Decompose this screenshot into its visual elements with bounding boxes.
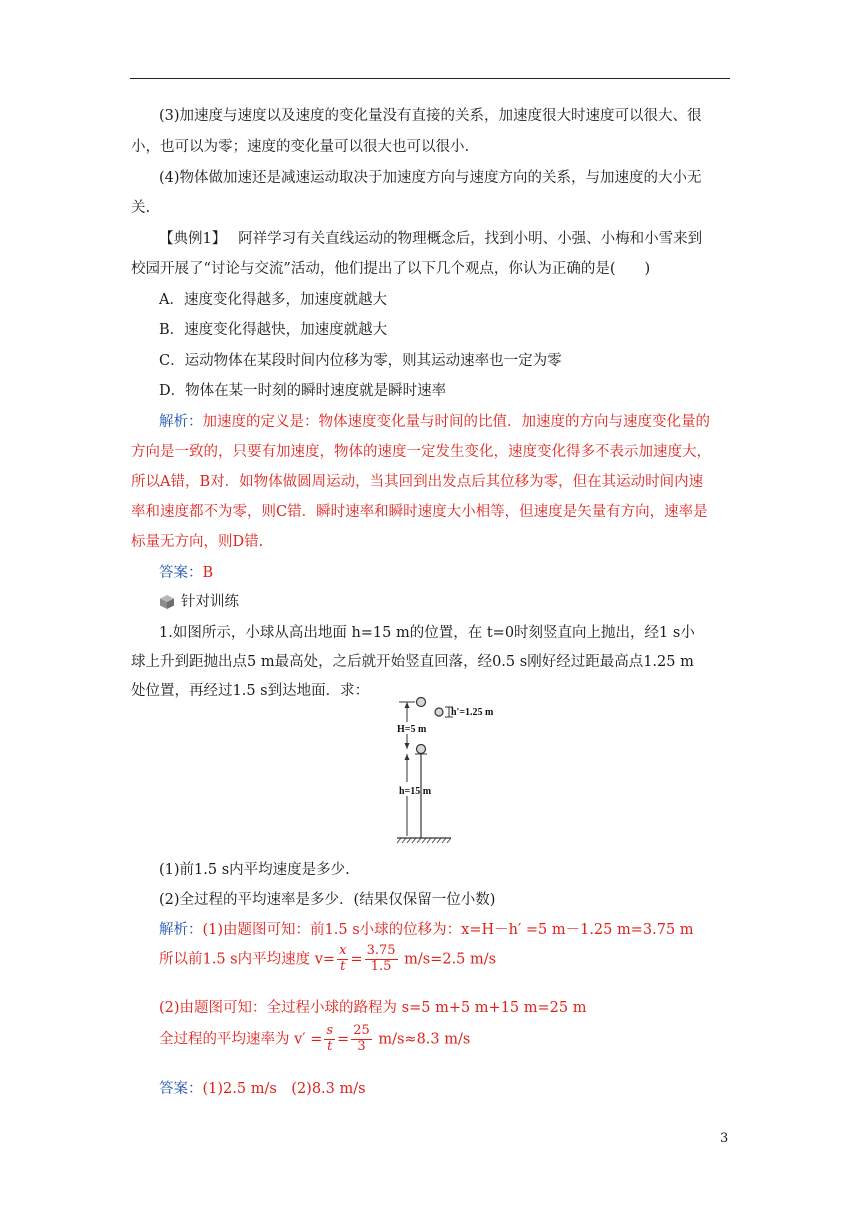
note-4-line1: (4)物体做加速还是减速运动取决于加速度方向与速度方向的关系，与加速度的大小无 bbox=[159, 170, 702, 186]
analysis-line2: 方向是一致的，只要有加速度，物体的速度一定发生变化，速度变化得多不表示加速度大， bbox=[131, 444, 711, 460]
analysis-line4: 率和速度都不为零，则C错．瞬时速率和瞬时速度大小相等，但速度是矢量有方向，速率是 bbox=[131, 504, 708, 520]
trajectory-figure bbox=[393, 690, 513, 846]
example-tag: 【典例1】 bbox=[159, 231, 219, 247]
option-a: A．速度变化得越多，加速度就越大 bbox=[159, 292, 387, 308]
option-b: B．速度变化得越快，加速度就越大 bbox=[159, 322, 388, 338]
option-d: D．物体在某一时刻的瞬时速度就是瞬时速率 bbox=[159, 383, 447, 399]
training-answer-value: (1)2.5 m/s (2)8.3 m/s bbox=[202, 1081, 366, 1097]
training-heading-text: 针对训练 bbox=[181, 594, 239, 610]
ball-top bbox=[417, 698, 426, 707]
example-stem-text: 阿祥学习有关直线运动的物理概念后，找到小明、小强、小梅和小雪来到 bbox=[238, 231, 703, 247]
ball-launch bbox=[417, 745, 426, 754]
analysis-line1 bbox=[159, 410, 710, 431]
note-3-line2: 小，也可以为零；速度的变化量可以很大也可以很小. bbox=[131, 139, 470, 155]
analysis-text: 加速度的定义是：物体速度变化量与时间的比值．加速度的方向与速度变化量的 bbox=[202, 414, 710, 430]
training-answer-label: 答案： bbox=[159, 1081, 203, 1097]
question-line2: 球上升到距抛出点5 m最高处，之后就开始竖直回落，经0.5 s刚好经过距最高点1.25 m bbox=[131, 654, 694, 670]
example-answer bbox=[159, 561, 213, 582]
solution-line1 bbox=[159, 918, 694, 939]
solution-line4: 全过程的平均速率为 v′ = $\frac{s}{t}$ = $\frac{25}{3}$ m/s≈8.3 m/s bbox=[159, 1023, 471, 1054]
solution-line3: (2)由题图可知：全过程小球的路程为 s=5 m+5 m+15 m=25 m bbox=[159, 1000, 587, 1016]
note-4-line2: 关. bbox=[131, 200, 151, 216]
answer-label: 答案： bbox=[159, 565, 203, 581]
solution-label: 解析： bbox=[159, 922, 203, 938]
cube-icon bbox=[159, 594, 175, 610]
fraction-s-over-t: $\frac{s}{t}$ bbox=[326, 1023, 334, 1054]
ground-hatch bbox=[397, 838, 451, 843]
analysis-line3: 所以A错，B对．如物体做圆周运动，当其回到出发点后其位移为零，但在其运动时间内速 bbox=[131, 474, 704, 490]
label-H: H=5 m bbox=[397, 724, 427, 735]
fraction-value-1: $\frac{3.75}{1.5}$ bbox=[366, 943, 396, 974]
sub-question-2: (2)全过程的平均速率是多少．(结果仅保留一位小数) bbox=[159, 892, 496, 908]
fraction-value-2: $\frac{25}{3}$ bbox=[353, 1023, 370, 1054]
training-answer bbox=[159, 1077, 366, 1098]
page-number: 3 bbox=[720, 1131, 729, 1146]
example-stem-line1 bbox=[159, 227, 702, 248]
label-h: h=15 m bbox=[399, 786, 432, 797]
header-rule bbox=[130, 78, 730, 79]
option-c: C．运动物体在某段时间内位移为零，则其运动速率也一定为零 bbox=[159, 353, 562, 369]
analysis-line5: 标量无方向，则D错. bbox=[131, 534, 264, 550]
training-heading bbox=[159, 590, 239, 611]
solution-line2: 所以前1.5 s内平均速度 v= $\frac{x}{t}$ = $\frac{3.75}{1.5}$ m/s=2.5 m/s bbox=[159, 943, 497, 974]
example-stem-line2: 校园开展了“讨论与交流”活动，他们提出了以下几个观点，你认为正确的是( ) bbox=[131, 261, 651, 277]
ball-mid bbox=[435, 708, 443, 716]
question-line1: 1.如图所示，小球从高出地面 h=15 m的位置，在 t=0时刻竖直向上抛出，经1 s小 bbox=[159, 625, 695, 641]
sub-question-1: (1)前1.5 s内平均速度是多少. bbox=[159, 862, 350, 878]
note-3-line1: (3)加速度与速度以及速度的变化量没有直接的关系，加速度很大时速度可以很大、很 bbox=[159, 108, 702, 124]
label-h-prime: h'=1.25 m bbox=[451, 707, 494, 718]
answer-value: B bbox=[202, 565, 214, 581]
analysis-label: 解析： bbox=[159, 414, 203, 430]
question-line3: 处位置，再经过1.5 s到达地面．求： bbox=[131, 683, 370, 699]
solution-step1: (1)由题图可知：前1.5 s小球的位移为：x=H－h′ =5 m－1.25 m=3.75 m bbox=[202, 922, 694, 938]
fraction-x-over-t: $\frac{x}{t}$ bbox=[339, 943, 347, 974]
